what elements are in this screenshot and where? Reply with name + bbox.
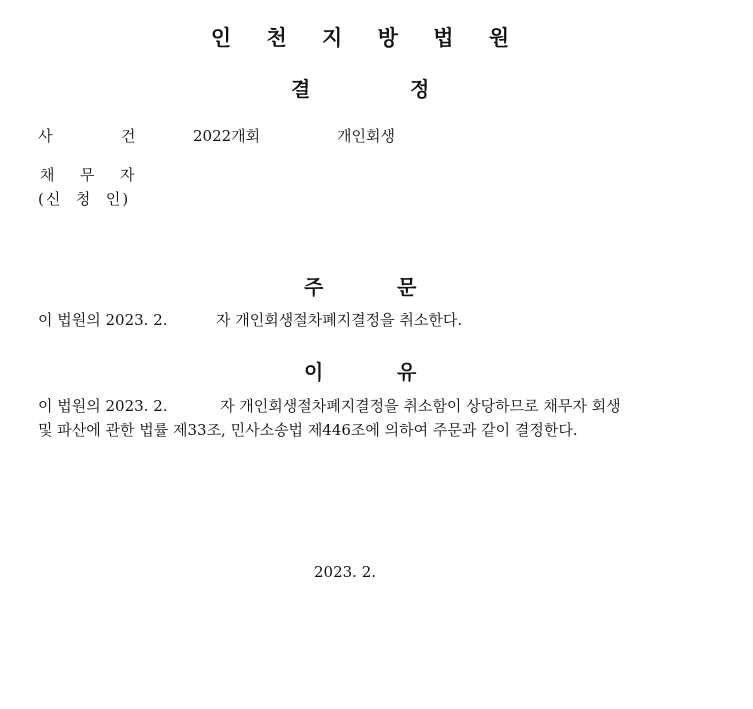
doc-type-left: 결	[291, 77, 311, 101]
decision-date: 2023. 2.	[314, 563, 377, 581]
reason-heading-right: 유	[397, 360, 417, 384]
debtor-label-1: 채	[40, 166, 55, 184]
reason-line2: 및 파산에 관한 법률 제33조, 민사소송법 제446조에 의하여 주문과 같이 결정한다.	[38, 421, 578, 439]
debtor-label-2: 무	[80, 166, 95, 184]
order-text-suffix: 자 개인회생절차폐지결정을 취소한다.	[216, 311, 463, 329]
reason-line1-suffix: 자 개인회생절차폐지결정을 취소함이 상당하므로 채무자 회생	[220, 397, 621, 415]
reason-heading-left: 이	[304, 360, 324, 384]
order-heading-left: 주	[304, 275, 324, 299]
case-type: 개인회생	[337, 127, 395, 145]
order-heading-right: 문	[397, 275, 417, 299]
reason-line1-prefix: 이 법원의 2023. 2.	[38, 397, 168, 415]
order-text-prefix: 이 법원의 2023. 2.	[38, 311, 168, 329]
case-label-right: 건	[121, 127, 136, 145]
case-label-left: 사	[38, 127, 53, 145]
doc-type-right: 정	[410, 77, 430, 101]
case-number: 2022개회	[193, 127, 261, 145]
debtor-sub-label: (신 청 인)	[38, 190, 131, 208]
court-name: 인 천 지 방 법 원	[210, 26, 524, 50]
debtor-label-3: 자	[120, 166, 135, 184]
